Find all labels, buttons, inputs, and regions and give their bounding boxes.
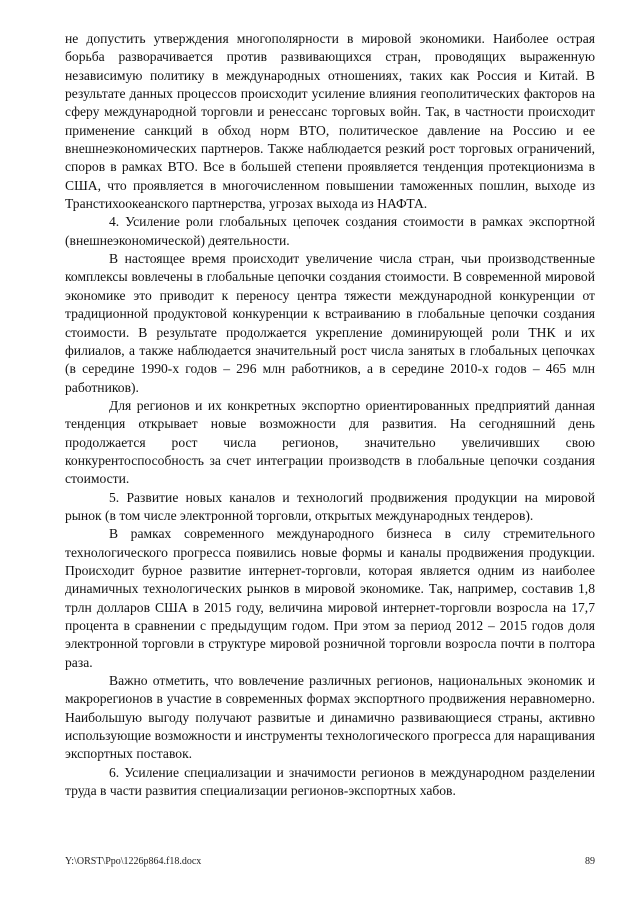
- paragraph: Для регионов и их конкретных экспортно ориентированных предприятий данная тенденция открывает новые возможности для развития. На сегодняшний день продолжается рост числа регионов, значительно увеличивших свою конкурентоспособность за счет интеграции производств в глобальные цепочки создания стоимости.: [65, 397, 595, 487]
- paragraph-item-6: 6. Усиление специализации и значимости регионов в международном разделении труда в части развития специализации регионов-экспортных хабов.: [65, 764, 595, 799]
- paragraph: В настоящее время происходит увеличение числа стран, чьи производственные комплексы вовлечены в глобальные цепочки создания стоимости. В современной мировой экономике это приводит к переносу центра тяжести международной конкуренции от традиционной продуктовой конкуренции к встраиванию в глобальные цепочки создания стоимости. В результате продолжается укрепление доминирующей роли ТНК и их филиалов, а также наблюдается значительный рост числа занятых в глобальных цепочках (в середине 1990-х годов – 296 млн работников, а в середине 2010-х годов – 465 млн работников).: [65, 251, 595, 395]
- paragraph-continuation: не допустить утверждения многополярности в мировой экономики. Наиболее острая борьба разворачивается против развивающихся стран, проводящих выраженную независимую политику в международных отношениях, таких как Россия и Китай. В результате данных процессов происходит усиление влияния геополитических факторов на сферу международной торговли и ренессанс торговых войн. Так, в частности происходит применение санкций в обход норм ВТО, политическое давление на Россию и ее внешнеэкономических партнеров. Также наблюдается резкий рост торговых ограничений, споров в рамках ВТО. Все в большей степени проявляется тенденция протекционизма в США, что проявляется в многочисленном повышении таможенных пошлин, выходе из Транстихоокеанского партнерства, угрозах выхода из НАФТА.: [65, 31, 595, 212]
- paragraph-item-4: 4. Усиление роли глобальных цепочек создания стоимости в рамках экспортной (внешнеэкономической) деятельности.: [65, 214, 595, 248]
- document-body: [65, 30, 595, 800]
- paragraph: В рамках современного международного бизнеса в силу стремительного технологического прогресса появились новые формы и каналы продвижения продукции. Происходит бурное развитие интернет-торговли, которая является одним из наиболее динамичных технологических рынков в мировой экономике. Так, например, составив 1,8 трлн долларов США в 2015 году, величина мировой интернет-торговли возросла на 17,7 процента в сравнении с предыдущим годом. При этом за период 2012 – 2015 годов доля электронной торговли в структуре мировой розничной торговли возросла почти в полтора раза.: [65, 526, 595, 670]
- page-number: 89: [585, 856, 595, 867]
- paragraph: Важно отметить, что вовлечение различных регионов, национальных экономик и макрорегионов в участие в современных формах экспортного продвижения неравномерно. Наибольшую выгоду получают развитые и динамично развивающиеся страны, активно использующие возможности и инструменты технологического прогресса для наращивания экспортных поставок.: [65, 673, 595, 762]
- footer-file-path: Y:\ORST\Ppo\1226p864.f18.docx: [65, 856, 202, 867]
- paragraph-item-5: 5. Развитие новых каналов и технологий продвижения продукции на мировой рынок (в том числе электронной торговли, открытых международных тендеров).: [65, 489, 595, 523]
- page-footer: [65, 856, 595, 868]
